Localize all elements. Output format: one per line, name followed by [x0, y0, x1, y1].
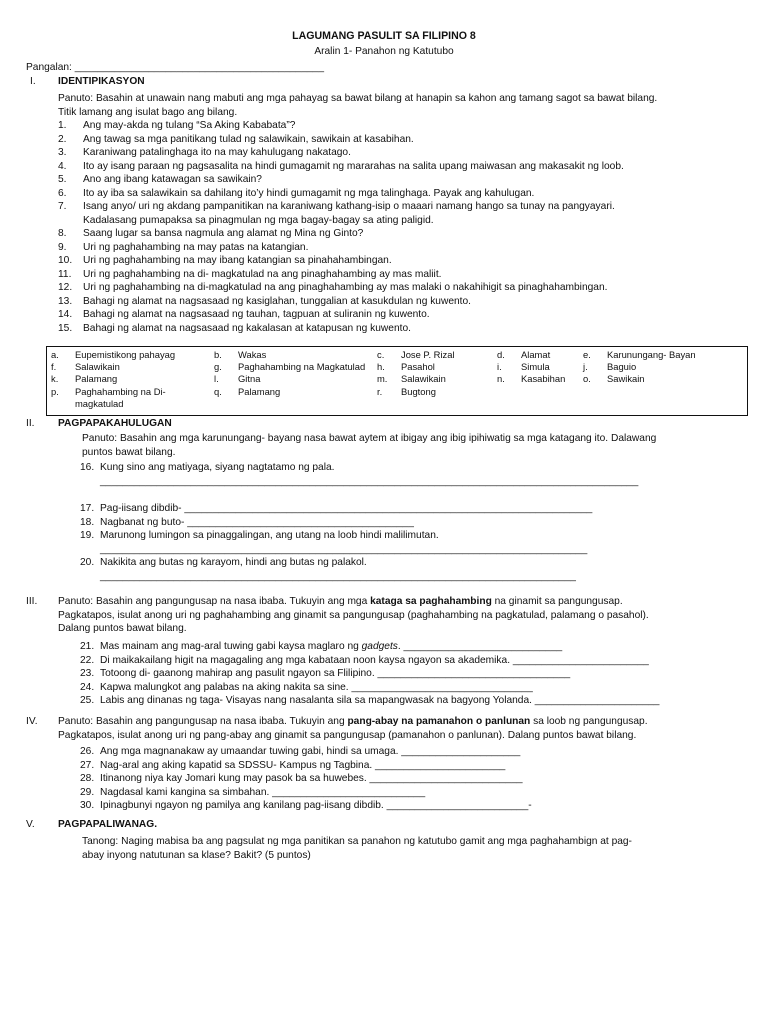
list-item: 25. Labis ang dinanas ng taga- Visayas nang nasalanta sila sa mapangwasak na bagyong Yolanda. ______________________	[80, 695, 660, 706]
choices-table	[47, 349, 747, 410]
section-number: II.	[26, 418, 35, 429]
section-number: V.	[26, 819, 35, 830]
section-3-body	[58, 595, 758, 636]
list-item: 7. Isang anyo/ uri ng akdang pampanitikan na karaniwang kathang-isip o maaari namang hango sa tunay na pangyayari. Kadalasang pumapaksa sa pinagmulan ng mga bagay-bagay sa ating paligid.	[58, 201, 615, 226]
list-item: 24. Kapwa malungkot ang palabas na aking nakita sa sine. ________________________________	[80, 681, 533, 693]
instructions-cont: Pagkatapos, isulat anong uri ng paghahambing ang ginamit sa pangungusap (paghahambing na pagkatulad, palamang o pasahol).	[58, 609, 649, 621]
table-row: a. Eupemistikong pahayag b. Wakas c. Jose P. Rizal d. Alamat e. Karunungang- Bayan	[51, 349, 696, 360]
list-item: 28. Itinanong niya kay Jomari kung may pasok ba sa huwebes. ___________________________	[80, 773, 523, 784]
answer-line: _______________________________________________________________________________________________	[100, 475, 639, 487]
instructions: Panuto: Basahin ang mga karunungang- bayang nasa bawat aytem at ibigay ang ibig ipihiwatig sa mga katagang ito. Dalawang	[82, 433, 657, 444]
identification-list	[58, 119, 758, 335]
list-item: 30. Ipinagbunyi ngayon ng pamilya ang kanilang pag-iisang dibdib. _________________________-	[80, 800, 532, 811]
section-number: IV.	[26, 716, 38, 727]
list-item: 21. Mas mainam ang mag-aral tuwing gabi kaysa maglaro ng gadgets. ____________________________	[80, 641, 563, 652]
list-item: 11. Uri ng paghahambing na di- magkatulad na ang pinaghahambing ay mas maliit.	[58, 268, 442, 280]
adverb-list	[58, 745, 758, 813]
list-item: 29. Nagdasal kami kangina sa simbahan. ___________________________	[80, 786, 426, 798]
comparison-list	[58, 640, 758, 708]
list-item: 23. Totoong di- gaanong mahirap ang pasulit ngayon sa Flilipino. __________________________________	[80, 668, 571, 679]
section-heading: PAGPAPAKAHULUGAN	[58, 418, 172, 429]
section-2-body	[82, 432, 762, 459]
list-item: 8. Saang lugar sa bansa nagmula ang alamat ng Mina ng Ginto?	[58, 228, 364, 239]
list-item: 9. Uri ng paghahambing na may patas na katangian.	[58, 241, 309, 253]
instructions: Panuto: Basahin at unawain nang mabuti ang mga pahayag sa bawat bilang at hanapin sa kahon ang tamang sagot sa bawat bilang.	[58, 93, 658, 104]
list-item: 10. Uri ng paghahambing na may ibang katangian sa pinahahambingan.	[58, 255, 392, 266]
section-number: III.	[26, 596, 38, 607]
list-item: 13. Bahagi ng alamat na nagsasaad ng kasiglahan, tunggalian at kasukdulan ng kuwento.	[58, 295, 471, 307]
question: Tanong: Naging mabisa ba ang pagsulat ng mga panitikan sa panahon ng katutubo gamit ang mga paghahambign at pag-	[82, 836, 632, 847]
list-item: 17. Pag-iisang dibdib- ________________________________________________________________________	[80, 503, 593, 514]
list-item: 6. Ito ay iba sa salawikain sa dahilang ito’y hindi gumagamit ng mga talinghaga. Payak ang kahulugan.	[58, 187, 535, 199]
section-5-body	[82, 835, 762, 862]
table-row: f. Salawikain g. Paghahambing na Magkatulad h. Pasahol i. Simula j. Baguio	[51, 361, 637, 373]
instructions: Panuto: Basahin ang pangungusap na nasa ibaba. Tukuyin ang pang-abay na pamanahon o panlunan sa loob ng pangungusap.	[58, 716, 648, 727]
list-item: 15. Bahagi ng alamat na nagsasaad ng kakalasan at katapusan ng kuwento.	[58, 322, 411, 334]
section-4-body	[58, 715, 758, 742]
list-item: 16. Kung sino ang matiyaga, siyang nagtatamo ng pala. _______________________________________________________________________________________________	[80, 462, 639, 487]
list-item: 22. Di maikakailang higit na magagaling ang mga kabataan noon kaysa ngayon sa akademika. ________________________	[80, 654, 649, 666]
section-heading: IDENTIPIKASYON	[58, 76, 145, 87]
instructions-cont: Pagkatapos, isulat anong uri ng pang-abay ang ginamit sa pangungusap (pamanahon o panlunan). Dalang puntos bawat bilang.	[58, 729, 637, 741]
answer-choices-box	[46, 346, 748, 416]
meaning-list	[58, 461, 758, 583]
list-item: 4. Ito ay isang paraan ng pagsasalita na hindi gumagamit ng mararahas na salita upang maiwasan ang makasakit ng loob.	[58, 160, 624, 172]
list-item: 19. Marunong lumingon sa pinaggalingan, ang utang na loob hindi malilimutan. ______________________________________________________________________________________	[80, 530, 588, 555]
section-heading: PAGPAPALIWANAG.	[58, 819, 158, 830]
instructions: Panuto: Basahin ang pangungusap na nasa ibaba. Tukuyin ang mga kataga sa paghahambing na ginamit sa pangungusap.	[58, 596, 623, 607]
table-row: k. Palamang l. Gitna m. Salawikain n. Kasabihan o. Sawikain	[51, 373, 645, 385]
list-item: 27. Nag-aral ang aking kapatid sa SDSSU- Kampus ng Tagbina. _______________________	[80, 759, 506, 771]
page-title: LAGUMANG PASULIT SA FILIPINO 8	[292, 30, 476, 42]
list-item: 5. Ano ang ibang katawagan sa sawikain?	[58, 174, 262, 185]
list-item: 18. Nagbanat ng buto- ________________________________________	[80, 516, 414, 528]
list-item: 2. Ang tawag sa mga panitikang tulad ng salawikain, sawikain at kasabihan.	[58, 133, 414, 145]
answer-line: ____________________________________________________________________________________	[100, 570, 576, 582]
instructions-cont: Titik lamang ang isulat bago ang bilang.	[58, 106, 238, 118]
list-item: 3. Karaniwang patalinghaga ito na may kahulugang nakatago.	[58, 147, 351, 158]
section-number: I.	[30, 76, 36, 87]
question-cont: abay inyong natutunan sa klase? Bakit? (5 puntos)	[82, 849, 311, 861]
list-item: 20. Nakikita ang butas ng karayom, hindi ang butas ng palakol. ____________________________________________________________________________________	[80, 557, 576, 582]
table-row: p. Paghahambing na Di-magkatulad q. Palamang r. Bugtong	[51, 385, 436, 409]
section-1-body	[58, 92, 758, 335]
page-subtitle: Aralin 1- Panahon ng Katutubo	[314, 46, 454, 57]
list-item: 12. Uri ng paghahambing na di-magkatulad na ang pinaghahambing ay mas malaki o nakahihigit sa pinaghahambingan.	[58, 282, 608, 293]
instructions-cont: puntos bawat bilang.	[82, 446, 176, 458]
answer-line: ______________________________________________________________________________________	[100, 543, 588, 555]
list-item: 14. Bahagi ng alamat na nagsasaad ng tauhan, tagpuan at suliranin ng kuwento.	[58, 309, 430, 320]
list-item: 1. Ang may-akda ng tulang “Sa Aking Kababata”?	[58, 120, 296, 131]
list-item: 26. Ang mga magnanakaw ay umaandar tuwing gabi, hindi sa umaga. _____________________	[80, 746, 521, 757]
instructions-cont: Dalang puntos bawat bilang.	[58, 623, 187, 634]
name-field-line: Pangalan: ____________________________________________	[26, 62, 325, 73]
